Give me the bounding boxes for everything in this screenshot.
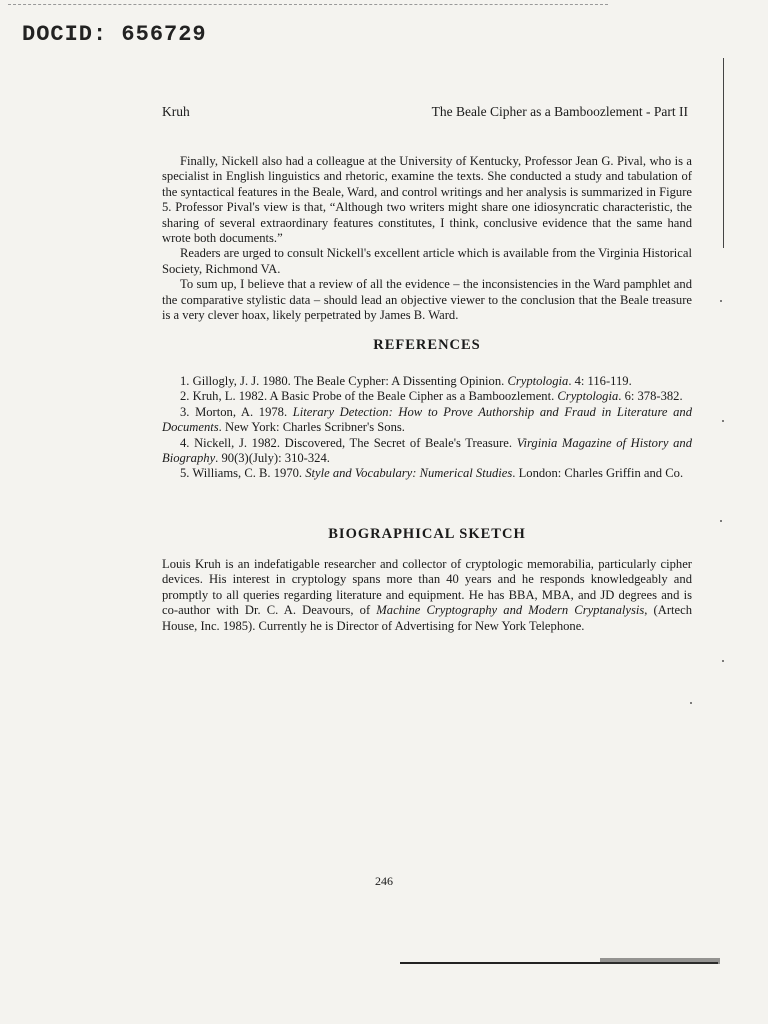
- scan-speck: [720, 520, 722, 522]
- paragraph: Readers are urged to consult Nickell's excellent article which is available from the Virginia Historical Society, Richmond VA.: [162, 246, 692, 276]
- header-title: The Beale Cipher as a Bamboozlement - Part II: [431, 104, 688, 119]
- header-author: Kruh: [162, 104, 190, 119]
- biography-text: Louis Kruh is an indefatigable researcher and collector of cryptologic memorabilia, particularly cipher devices. His interest in cryptology spans more than 40 years and he responds knowledgeably and promptly to all queries regarding literature and equipment. He has BBA, MBA, and JD degrees and is co-author with Dr. C. A. Deavours, of Machine Cryptography and Modern Cryptanalysis, (Artech House, Inc. 1985). Currently he is Director of Advertising for New York Telephone.: [162, 557, 693, 633]
- reference-item: 5. Williams, C. B. 1970. Style and Vocabulary: Numerical Studies. London: Charles Griffin and Co.: [180, 466, 684, 481]
- reference-item: 4. Nickell, J. 1982. Discovered, The Secret of Beale's Treasure. Virginia Magazine of History and Biography. 90(3)(July): 310-324.: [162, 435, 693, 466]
- reference-item: 2. Kruh, L. 1982. A Basic Probe of the Beale Cipher as a Bamboozlement. Cryptologia. 6: 378-382.: [180, 389, 683, 404]
- paragraph: To sum up, I believe that a review of all the evidence – the inconsistencies in the Ward pamphlet and the comparative stylistic data – should lead an objective viewer to the conclusion that the Beale treasure is a very clever hoax, likely perpetrated by James B. Ward.: [162, 277, 692, 323]
- page-number: 246: [375, 874, 393, 888]
- biography-heading: BIOGRAPHICAL SKETCH: [328, 526, 526, 542]
- scan-speck: [720, 300, 722, 302]
- docid-stamp: DOCID: 656729: [22, 22, 207, 47]
- reference-item: 1. Gillogly, J. J. 1980. The Beale Cypher: A Dissenting Opinion. Cryptologia. 4: 116-119.: [180, 374, 632, 388]
- scan-speck: [690, 702, 692, 704]
- scan-artifact-top: [8, 4, 608, 6]
- scan-edge-line: [723, 58, 724, 248]
- reference-item: 3. Morton, A. 1978. Literary Detection: How to Prove Authorship and Fraud in Literature and Documents. New York: Charles Scribner's Sons.: [162, 404, 692, 435]
- references-list: [162, 374, 692, 482]
- scan-speck: [722, 420, 724, 422]
- paragraph: Finally, Nickell also had a colleague at the University of Kentucky, Professor Jean G. Pival, who is a specialist in English linguistics and rhetoric, examine the texts. She conducted a study and tabulation of the syntactical features in the Beale, Ward, and control writings and her analysis is summarized in Figure 5. Professor Pival's view is that, “Although two writers might share one idiosyncratic characteristic, the sharing of several extraordinary features constitutes, I think, conclusive evidence that the same hand wrote both documents.”: [162, 154, 692, 246]
- references-heading: REFERENCES: [373, 337, 481, 353]
- scan-speck: [722, 660, 724, 662]
- scan-smudge: [600, 958, 720, 964]
- body-text: [162, 154, 692, 323]
